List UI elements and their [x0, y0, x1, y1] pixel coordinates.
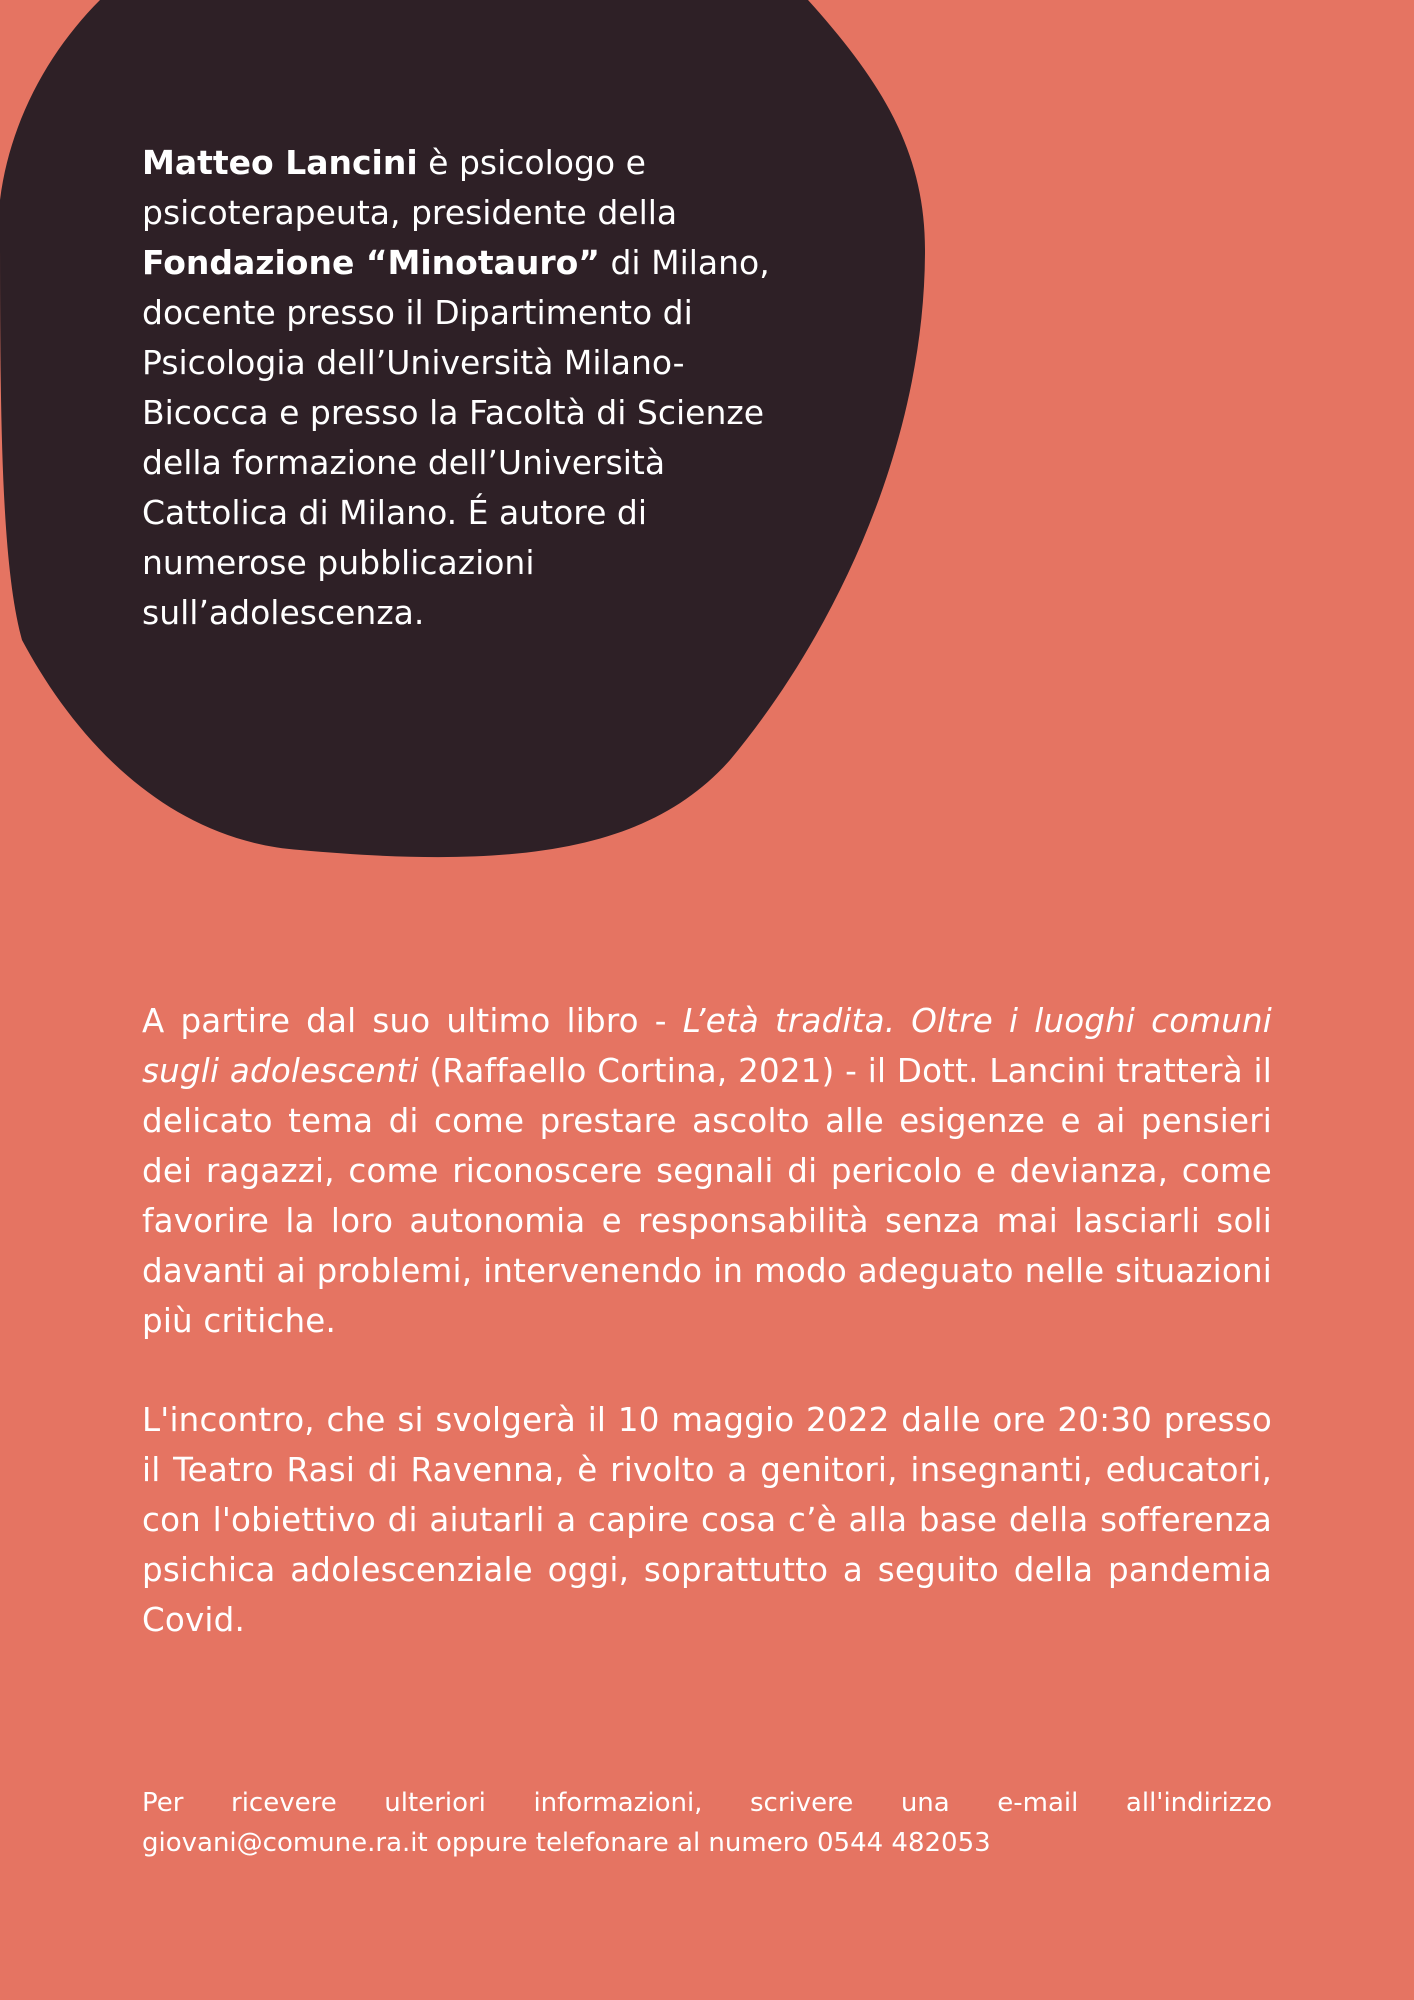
contact-info: Per ricevere ulteriori informazioni, scrivere una e-mail all'indirizzo giovani@comune.ra.it oppure telefonare al numero 0544 482053	[142, 1788, 1272, 1858]
paragraph-event: L'incontro, che si svolgerà il 10 maggio 2022 dalle ore 20:30 presso il Teatro Rasi di Ravenna, è rivolto a genitori, insegnanti, educatori, con l'obiettivo di aiutarli a capire cosa c’è alla base della sofferenza psichica adolescenziale oggi, soprattutto a seguito della pandemia Covid.	[142, 1401, 1272, 1639]
bio-text	[142, 138, 802, 638]
paragraph-book	[142, 996, 1272, 1346]
bio-text-part2: di Milano, docente presso il Dipartimento di Psicologia dell’Università Milano-Bicocca e presso la Facoltà di Scienze della formazione dell’Università Cattolica di Milano. É autore di numerose pubblicazioni sull’adolescenza.	[142, 243, 770, 632]
book-title: L’età tradita. Oltre i luoghi comuni sugli adolescenti	[142, 1002, 1273, 1090]
paragraph-book-rest: (Raffaello Cortina, 2021) - il Dott. Lancini tratterà il delicato tema di come prestare ascolto alle esigenze e ai pensieri dei ragazzi, come riconoscere segnali di pericolo e devianza, come favorire la loro autonomia e responsabilità senza mai lasciarli soli davanti ai problemi, intervenendo in modo adeguato nelle situazioni più critiche.	[142, 1052, 1272, 1340]
bio-foundation: Fondazione “Minotauro”	[142, 243, 600, 282]
bio-text-part1: è psicologo e psicoterapeuta, presidente della	[142, 143, 678, 232]
bio-name: Matteo Lancini	[142, 143, 418, 182]
paragraph-book-lead: A partire dal suo ultimo libro -	[142, 1002, 683, 1040]
